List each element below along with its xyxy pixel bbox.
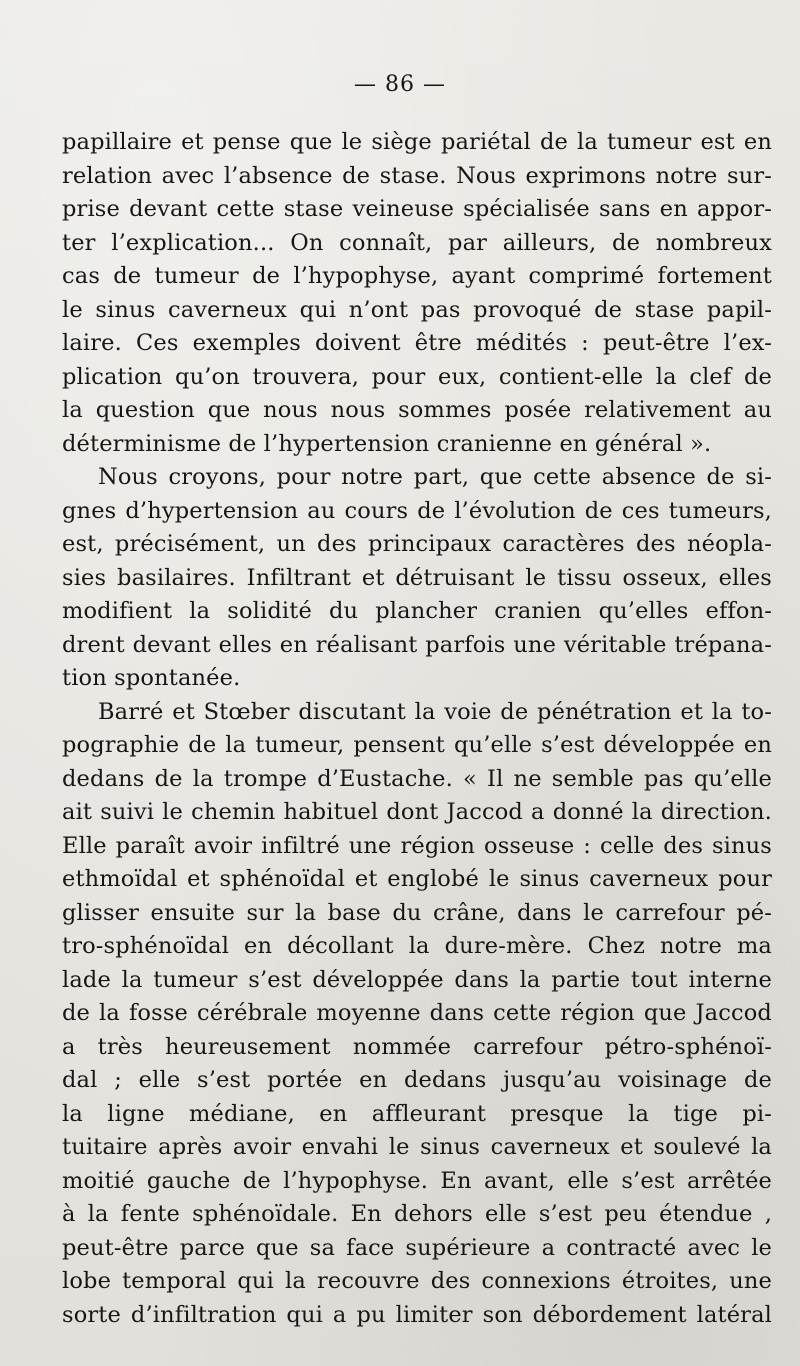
- text-line: est, précisément, un des principaux caractères des néopla-: [62, 531, 772, 557]
- text-line: de la fosse cérébrale moyenne dans cette région que Jaccod: [62, 1000, 772, 1026]
- text-line: pographie de la tumeur, pensent qu’elle s’est développée en: [62, 732, 772, 758]
- body-text: [62, 126, 772, 1332]
- text-line: sorte d’infiltration qui a pu limiter son débordement latéral: [62, 1301, 772, 1328]
- text-line: peut-être parce que sa face supérieure a contracté avec le: [62, 1234, 772, 1261]
- text-line: glisser ensuite sur la base du crâne, dans le carrefour pé-: [62, 899, 772, 926]
- text-line: Elle paraît avoir infiltré une région osseuse : celle des sinus: [62, 832, 772, 859]
- text-line: dedans de la trompe d’Eustache. « Il ne semble pas qu’elle: [62, 765, 772, 792]
- text-line: moitié gauche de l’hypophyse. En avant, elle s’est arrêtée: [62, 1167, 772, 1194]
- paragraph-end-line: déterminisme de l’hypertension cranienne en général ».: [62, 430, 712, 457]
- paragraph-end-line: tion spontanée.: [62, 665, 241, 691]
- text-line: à la fente sphénoïdale. En dehors elle s’est peu étendue ,: [62, 1201, 772, 1227]
- page-number: — 86 —: [354, 72, 446, 97]
- text-line: modifient la solidité du plancher cranien qu’elles effon-: [62, 598, 772, 624]
- text-line: lobe temporal qui la recouvre des connexions étroites, une: [62, 1268, 772, 1294]
- text-line: tro-sphénoïdal en décollant la dure-mère. Chez notre ma: [62, 933, 772, 959]
- text-line: cas de tumeur de l’hypophyse, ayant comprimé fortement: [62, 263, 772, 289]
- text-line: lade la tumeur s’est développée dans la partie tout interne: [62, 966, 772, 993]
- text-line: la question que nous nous sommes posée relativement au: [62, 397, 772, 423]
- text-line: ethmoïdal et sphénoïdal et englobé le sinus caverneux pour: [62, 866, 772, 892]
- text-line: plication qu’on trouvera, pour eux, contient-elle la clef de: [62, 363, 772, 390]
- paragraph-start-line: Nous croyons, pour notre part, que cette absence de si-: [98, 464, 772, 490]
- text-line: ait suivi le chemin habituel dont Jaccod a donné la direction.: [62, 799, 772, 825]
- text-line: prise devant cette stase veineuse spécialisée sans en appor-: [62, 196, 772, 222]
- paragraph-start-line: Barré et Stœber discutant la voie de pénétration et la to-: [98, 698, 772, 725]
- text-line: drent devant elles en réalisant parfois une véritable trépana-: [62, 631, 772, 658]
- text-line: laire. Ces exemples doivent être médités : peut-être l’ex-: [62, 330, 772, 356]
- text-line: le sinus caverneux qui n’ont pas provoqué de stase papil-: [62, 296, 772, 323]
- text-line: tuitaire après avoir envahi le sinus caverneux et soulevé la: [62, 1134, 772, 1160]
- text-line: la ligne médiane, en affleurant presque la tige pi-: [62, 1100, 772, 1127]
- text-line: sies basilaires. Infiltrant et détruisant le tissu osseux, elles: [62, 564, 772, 591]
- text-line: papillaire et pense que le siège pariétal de la tumeur est en: [62, 129, 772, 155]
- text-line: ter l’explication... On connaît, par ailleurs, de nombreux: [62, 229, 772, 256]
- text-line: a très heureusement nommée carrefour pétro-sphénoï-: [62, 1033, 772, 1060]
- text-line: dal ; elle s’est portée en dedans jusqu’au voisinage de: [62, 1067, 772, 1093]
- text-line: relation avec l’absence de stase. Nous exprimons notre sur-: [62, 162, 772, 189]
- text-line: gnes d’hypertension au cours de l’évolution de ces tumeurs,: [62, 497, 772, 524]
